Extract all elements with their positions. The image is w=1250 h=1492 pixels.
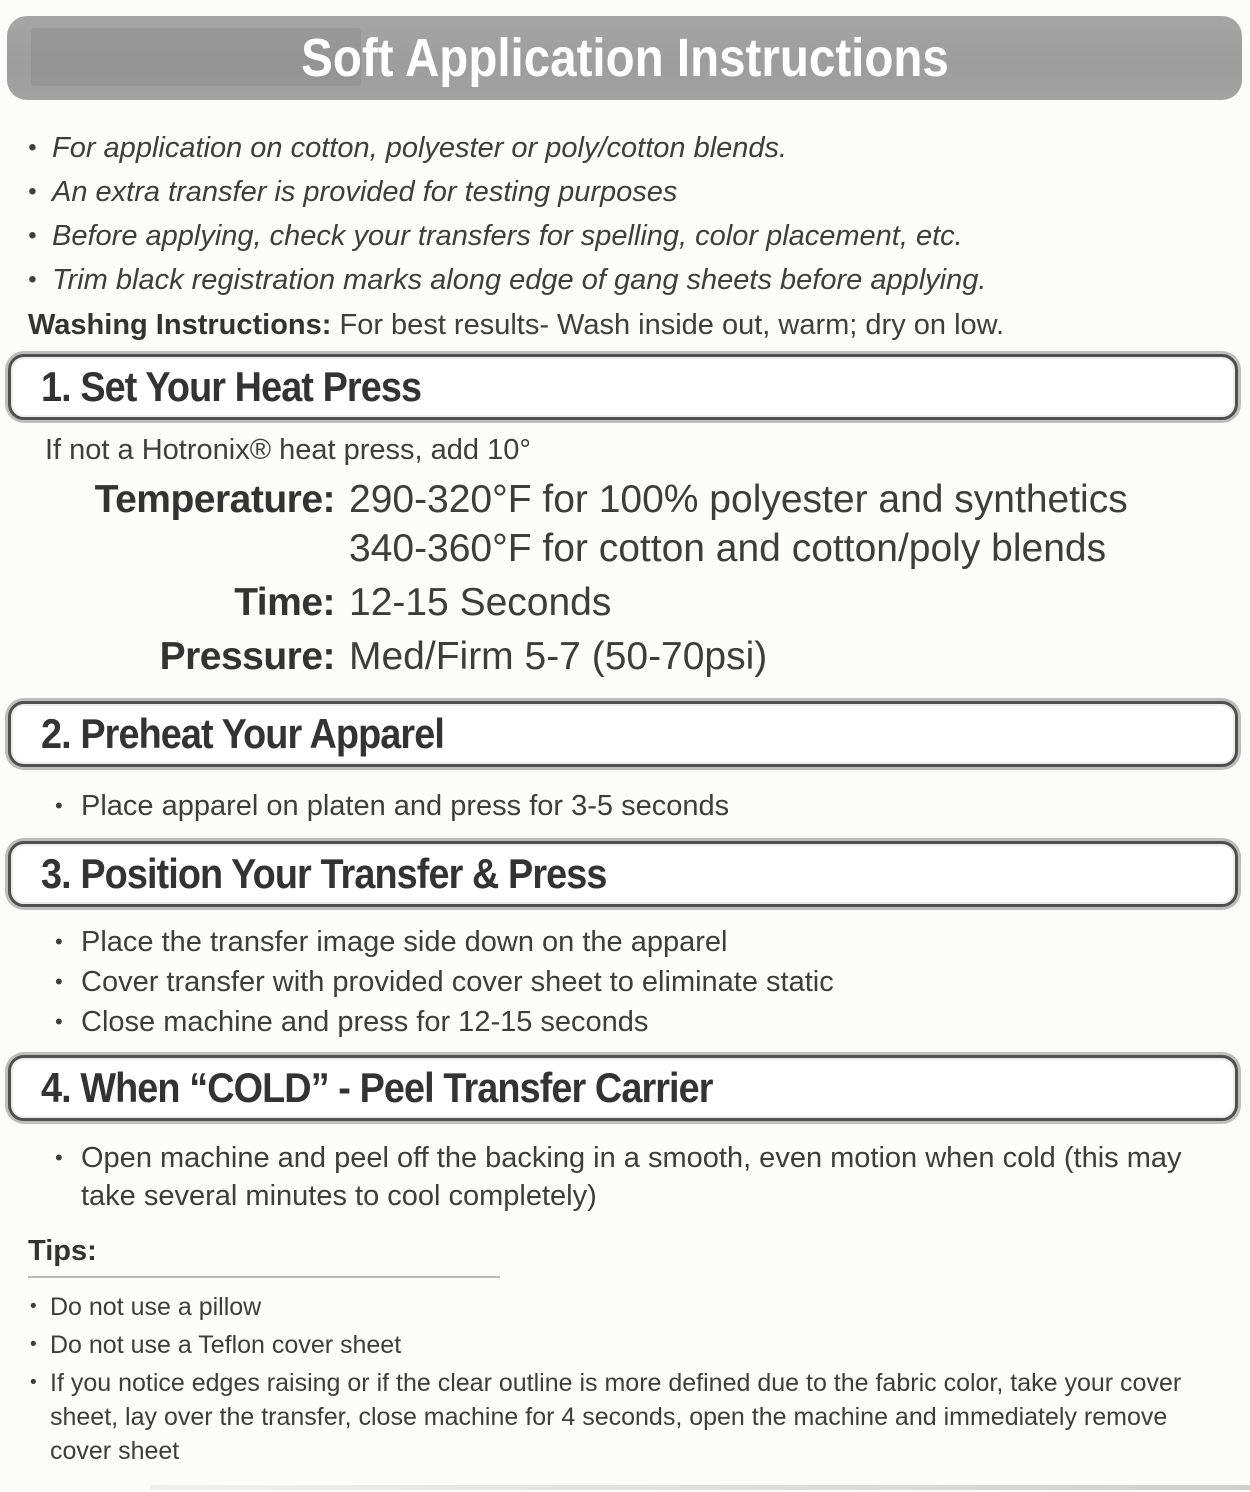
page-title: Soft Application Instructions	[300, 28, 949, 88]
section-2-bullets	[55, 787, 1225, 825]
heat-press-note: If not a Hotronix® heat press, add 10°	[45, 434, 531, 466]
bullet-icon: •	[30, 1296, 37, 1317]
time-value: 12-15 Seconds	[349, 581, 612, 624]
washing-instructions-text: For best results- Wash inside out, warm; dry on low.	[339, 309, 1005, 341]
temperature-value-line: 340-360°F for cotton and cotton/poly blends	[349, 527, 1107, 570]
list-item	[28, 258, 1230, 302]
tip-text: If you notice edges raising or if the clear outline is more defined due to the fabric color, take your cover sheet, lay over the transfer, close machine for 4 seconds, open the machine and immediately remove cover sheet	[50, 1369, 1182, 1465]
pressure-label: Pressure:	[159, 635, 335, 678]
tip-text: Do not use a Teflon cover sheet	[50, 1331, 402, 1359]
section-1-title: 1. Set Your Heat Press	[41, 363, 422, 410]
bullet-icon: •	[55, 793, 63, 818]
bullet-text: Cover transfer with provided cover sheet to eliminate static	[81, 966, 834, 998]
tip-text: Do not use a pillow	[50, 1293, 262, 1321]
list-item	[30, 1290, 1225, 1324]
bullet-icon: •	[55, 1145, 63, 1170]
section-3-bullets	[55, 923, 1225, 1041]
bullet-text: Place apparel on platen and press for 3-5 seconds	[81, 790, 730, 822]
list-item	[28, 214, 1230, 258]
bullet-icon: •	[55, 929, 63, 954]
setting-pressure	[0, 632, 1250, 681]
bullet-icon: •	[55, 1009, 63, 1034]
bullet-text: Place the transfer image side down on the apparel	[81, 926, 728, 958]
washing-instructions	[28, 308, 1250, 342]
temperature-label: Temperature:	[94, 478, 335, 521]
time-label: Time:	[234, 581, 335, 624]
temperature-value-line: 290-320°F for 100% polyester and synthetics	[349, 478, 1128, 521]
section-2-header-box	[8, 701, 1238, 767]
intro-bullet-list	[28, 126, 1230, 302]
intro-bullet-text: Trim black registration marks along edge of gang sheets before applying.	[52, 264, 987, 296]
section-3-header-box	[8, 841, 1238, 907]
list-item	[55, 1139, 1225, 1215]
bullet-text: Close machine and press for 12-15 seconds	[81, 1006, 649, 1038]
intro-bullet-text: For application on cotton, polyester or poly/cotton blends.	[52, 132, 788, 164]
bullet-icon: •	[28, 266, 37, 293]
setting-time	[0, 578, 1250, 627]
list-item	[30, 1366, 1225, 1468]
bullet-icon: •	[28, 134, 37, 161]
tips-list	[30, 1290, 1225, 1468]
temperature-values	[349, 475, 1128, 573]
section-4-header-box	[8, 1055, 1238, 1121]
list-item	[55, 963, 1225, 1001]
bullet-icon: •	[30, 1334, 37, 1355]
bullet-icon: •	[55, 969, 63, 994]
section-3-title: 3. Position Your Transfer & Press	[41, 850, 607, 897]
tips-header	[28, 1235, 500, 1278]
bullet-icon: •	[28, 222, 37, 249]
section-2-title: 2. Preheat Your Apparel	[41, 710, 444, 757]
bullet-icon: •	[30, 1372, 37, 1393]
list-item	[55, 787, 1225, 825]
section-1-header-box	[8, 354, 1238, 420]
washing-instructions-label: Washing Instructions:	[28, 309, 332, 341]
list-item	[55, 923, 1225, 961]
section-4-title: 4. When “COLD” - Peel Transfer Carrier	[41, 1064, 713, 1111]
press-settings	[0, 475, 1250, 681]
list-item	[28, 170, 1230, 214]
pressure-value: Med/Firm 5-7 (50-70psi)	[349, 635, 768, 678]
header-banner	[7, 16, 1242, 100]
scan-edge-artifact	[150, 1485, 1250, 1490]
instruction-sheet	[0, 16, 1250, 1492]
list-item	[55, 1003, 1225, 1041]
setting-temperature	[0, 475, 1250, 573]
intro-bullet-text: An extra transfer is provided for testing purposes	[52, 176, 678, 208]
bullet-icon: •	[28, 178, 37, 205]
intro-bullet-text: Before applying, check your transfers for spelling, color placement, etc.	[52, 220, 963, 252]
bullet-text: Open machine and peel off the backing in a smooth, even motion when cold (this may take several minutes to cool completely)	[81, 1142, 1182, 1212]
list-item	[30, 1328, 1225, 1362]
tips-label: Tips:	[28, 1235, 97, 1267]
list-item	[28, 126, 1230, 170]
section-4-bullets	[55, 1139, 1225, 1215]
